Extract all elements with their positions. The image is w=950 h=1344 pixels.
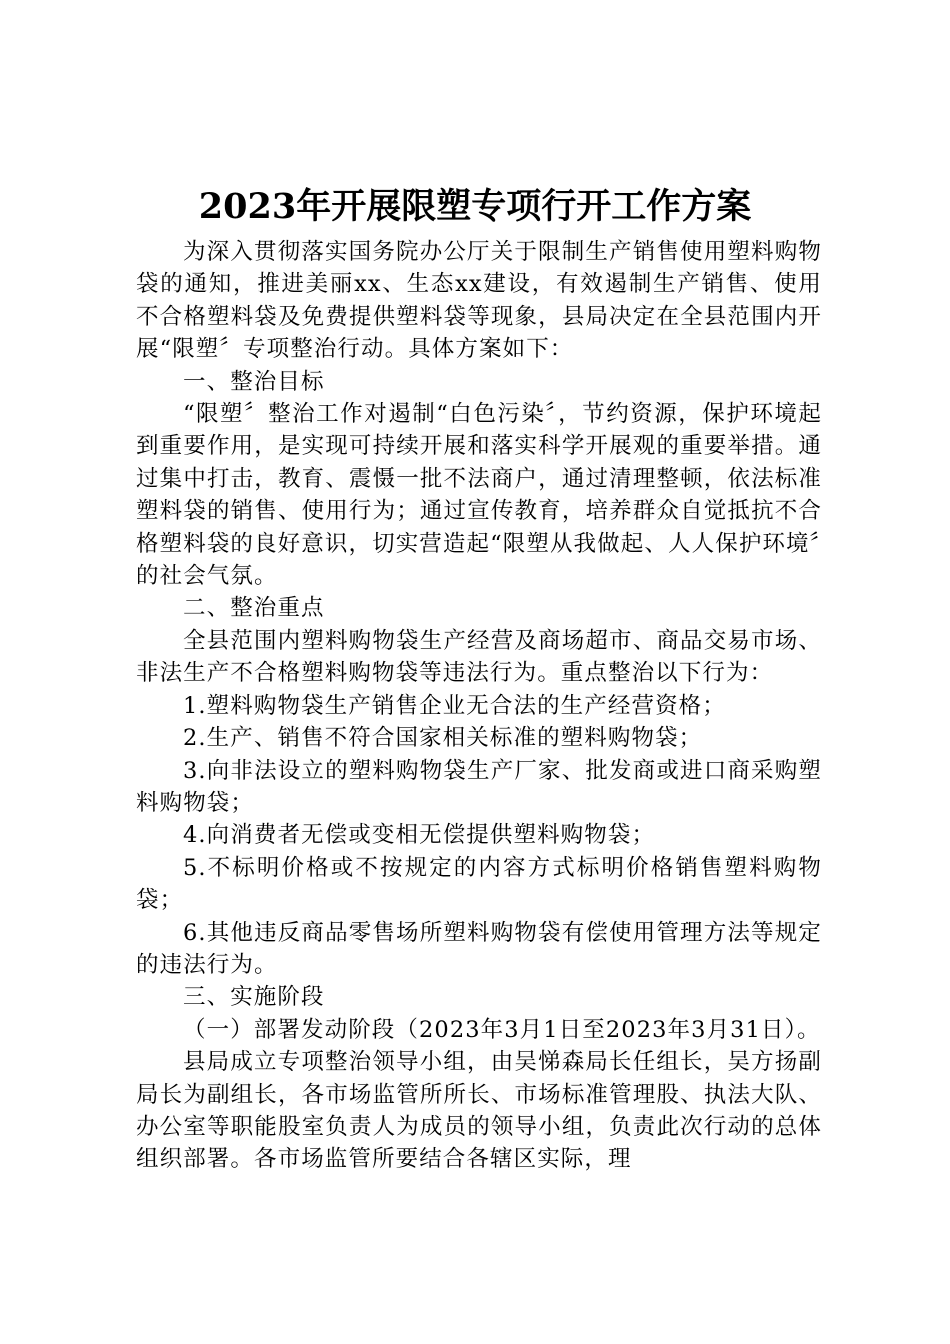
focus-item-2: 2.生产、销售不符合国家相关标准的塑料购物袋； xyxy=(183,725,703,752)
focus-item-3: 3.向非法设立的塑料购物袋生产厂家、批发商或进口商采购塑料购物袋； xyxy=(136,757,822,816)
phase-1-paragraph: 县局成立专项整治领导小组，由吴悌森局长任组长，吴方扬副局长为副组长，各市场监管所所长、市场标准管理股、执法大队、办公室等职能股室负责人为成员的领导小组，负责此次行动的总体组织部署。各市场监管所要结合各辖区实际，理 xyxy=(136,1049,822,1173)
section-heading-goals: 一、整治目标 xyxy=(183,368,325,395)
intro-paragraph: 为深入贯彻落实国务院办公厅关于限制生产销售使用塑料购物袋的通知，推进美丽xx、生态xx建设，有效遏制生产销售、使用不合格塑料袋及免费提供塑料袋等现象，县局决定在全县范围内开展“限塑〞专项整治行动。具体方案如下： xyxy=(136,239,822,363)
focus-item-6: 6.其他违反商品零售场所塑料购物袋有偿使用管理方法等规定的违法行为。 xyxy=(136,919,822,978)
document-title: 2023年开展限塑专项行开工作方案 xyxy=(198,186,752,227)
section-heading-phases: 三、实施阶段 xyxy=(183,984,325,1011)
focus-item-5: 5.不标明价格或不按规定的内容方式标明价格销售塑料购物袋； xyxy=(136,854,822,914)
section-heading-focus: 二、整治重点 xyxy=(183,595,325,622)
focus-item-4: 4.向消费者无偿或变相无偿提供塑料购物袋； xyxy=(183,822,656,849)
phase-1-heading: （一）部署发动阶段（2023年3月1日至2023年3月31日）。 xyxy=(183,1016,821,1043)
focus-paragraph: 全县范围内塑料购物袋生产经营及商场超市、商品交易市场、非法生产不合格塑料购物袋等违法行为。重点整治以下行为： xyxy=(136,627,822,687)
goals-paragraph: “限塑〞整治工作对遏制“白色污染〞，节约资源，保护环境起到重要作用，是实现可持续开展和落实科学开展观的重要举措。通过集中打击，教育、震慑一批不法商户，通过清理整顿，依法标准塑料袋的销售、使用行为；通过宣传教育，培养群众自觉抵抗不合格塑料袋的良好意识，切实营造起“限塑从我做起、人人保护环境〞的社会气氛。 xyxy=(136,401,822,590)
focus-item-1: 1.塑料购物袋生产销售企业无合法的生产经营资格； xyxy=(183,692,726,719)
document-body xyxy=(136,236,822,1176)
